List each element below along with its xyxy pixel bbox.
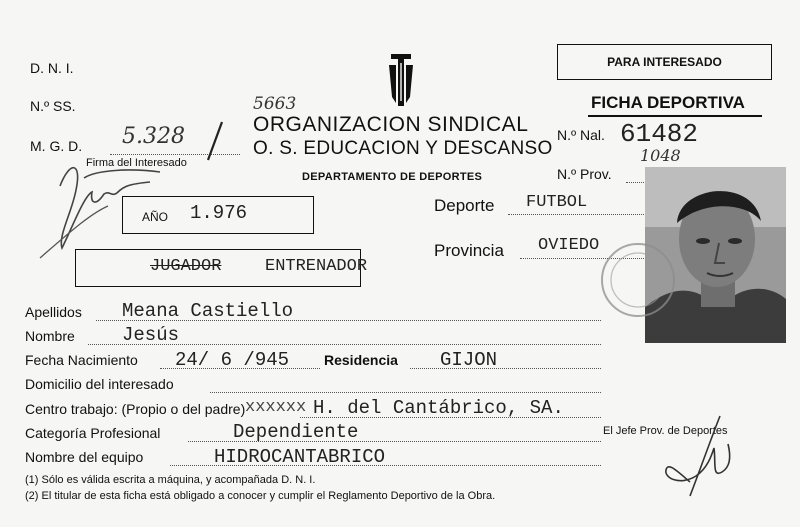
dni-label: D. N. I. [30,60,74,76]
centro-value: H. del Cantábrico, SA. [313,397,564,419]
deporte-value: FUTBOL [526,193,588,212]
centro-strikeout: xxxxxx [245,398,307,417]
provincia-value: OVIEDO [538,236,600,255]
prov-label: N.º Prov. [557,166,612,182]
nombre-value: Jesús [122,324,180,346]
equipo-label: Nombre del equipo [25,449,144,465]
nombre-label: Nombre [25,328,75,344]
residencia-value: GIJON [440,349,498,371]
mgd-value: 5.328 [122,124,185,149]
department: DEPARTAMENTO DE DEPORTES [302,171,483,183]
role-value: ENTRENADOR [265,257,368,276]
year-value: 1.976 [190,202,248,224]
residencia-label: Residencia [324,352,398,368]
year-label: AÑO [142,210,169,224]
signature-caption: Firma del Interesado [86,157,187,169]
deporte-label: Deporte [434,196,495,215]
ss-label: N.º SS. [30,98,76,114]
handwritten-code: 5663 [253,94,297,114]
equipo-value: HIDROCANTABRICO [214,446,386,468]
nal-label: N.º Nal. [557,127,605,143]
categoria-value: Dependiente [233,421,359,443]
para-interesado-label: PARA INTERESADO [607,55,722,69]
nal-value: 61482 [620,119,699,149]
jefe-label: El Jefe Prov. de Deportes [603,425,728,437]
fecha-label: Fecha Nacimiento [25,352,138,368]
provincia-label: Provincia [434,241,504,260]
footnote-1: (1) Sólo es válida escrita a máquina, y acompañada D. N. I. [25,474,316,486]
role-struck: JUGADOR [150,257,222,276]
nal-handwritten: 1048 [640,146,681,165]
categoria-label: Categoría Profesional [25,425,161,441]
fecha-value: 24/ 6 /945 [175,349,290,371]
org-line1: ORGANIZACION SINDICAL [253,113,529,136]
org-line2: O. S. EDUCACION Y DESCANSO [253,138,553,159]
apellidos-label: Apellidos [25,304,82,320]
apellidos-value: Meana Castiello [122,300,294,322]
footnote-2: (2) El titular de esta ficha está obligado a conocer y cumplir el Reglamento Deportivo de la Obra. [25,490,496,502]
centro-label: Centro trabajo: (Propio o del padre) [25,401,246,417]
ficha-title: FICHA DEPORTIVA [591,93,745,112]
mgd-label: M. G. D. [30,138,83,154]
domicilio-label: Domicilio del interesado [25,376,174,392]
